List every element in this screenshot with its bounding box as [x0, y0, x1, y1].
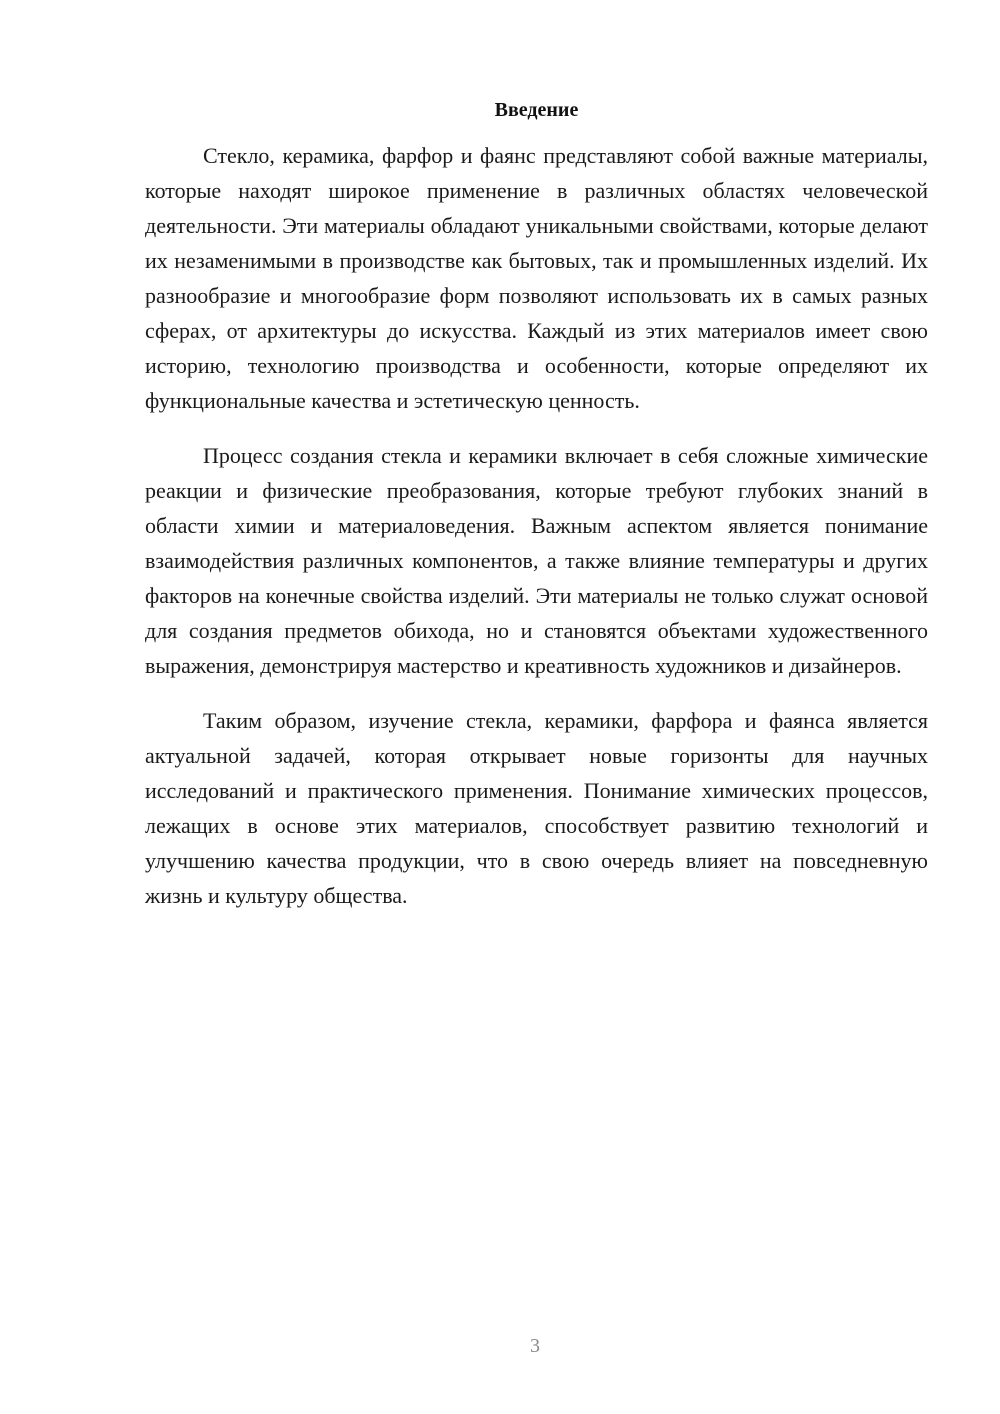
paragraph-3: Таким образом, изучение стекла, керамики, фарфора и фаянса является актуальной задачей, которая открывает новые горизонты для научных исследований и практического применения. Понимание химических процессов, лежащих в основе этих материалов, способствует развитию технологий и улучшению качества продукции, что в свою очередь влияет на повседневную жизнь и культуру общества. [145, 708, 928, 908]
paragraph-1: Стекло, керамика, фарфор и фаянс представляют собой важные материалы, которые находят широкое применение в различных областях человеческой деятельности. Эти материалы обладают уникальными свойствами, которые делают их незаменимыми в производстве как бытовых, так и промышленных изделий. Их разнообразие и многообразие форм позволяют использовать их в самых разных сферах, от архитектуры до искусства. Каждый из этих материалов имеет свою историю, технологию производства и особенности, которые определяют их функциональные качества и эстетическую ценность. [145, 143, 928, 413]
page-content [145, 92, 928, 933]
paragraph-2: Процесс создания стекла и керамики включает в себя сложные химические реакции и физические преобразования, которые требуют глубоких знаний в области химии и материаловедения. Важным аспектом является понимание взаимодействия различных компонентов, а также влияние температуры и других факторов на конечные свойства изделий. Эти материалы не только служат основой для создания предметов обихода, но и становятся объектами художественного выражения, демонстрируя мастерство и креативность художников и дизайнеров. [145, 443, 928, 678]
section-heading: Введение [494, 99, 579, 121]
page-number: 3 [530, 1335, 540, 1357]
